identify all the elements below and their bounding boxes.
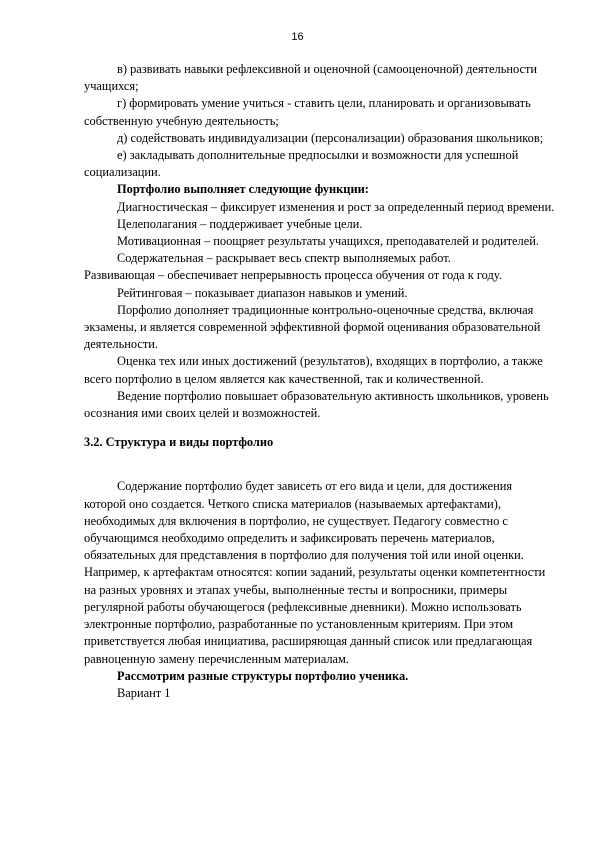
function-content: Содержательная – раскрывает весь спектр выполняемых работ. [117, 251, 451, 266]
structures-heading: Рассмотрим разные структуры портфолио ученика. [117, 668, 409, 683]
goal-paragraph-e: е) закладывать дополнительные предпосылки и возможности для успешной социализации. [84, 148, 519, 180]
spacer [84, 451, 556, 478]
function-motivational: Мотивационная – поощряет результаты учащихся, преподавателей и родителей. [117, 234, 539, 249]
function-developing: Развивающая – обеспечивает непрерывность процесса обучения от года к году. [84, 268, 502, 283]
function-rating: Рейтинговая – показывает диапазон навыков и умений. [117, 285, 408, 300]
section-heading: 3.2. Структура и виды портфолио [84, 435, 274, 450]
page-number: 16 [291, 31, 304, 43]
activity-paragraph: Ведение портфолио повышает образовательную активность школьников, уровень осознания ими своих целей и возможностей. [84, 388, 549, 421]
functions-heading: Портфолио выполняет следующие функции: [117, 182, 369, 197]
page-content [84, 61, 556, 702]
function-diagnostic: Диагностическая – фиксирует изменения и рост за определенный период времени. [117, 199, 555, 214]
function-goal-setting: Целеполагания – поддерживает учебные цели. [117, 216, 363, 231]
goal-paragraph-v: в) развивать навыки рефлексивной и оценочной (самооценочной) деятельности учащихся; [84, 62, 538, 94]
spacer [84, 422, 556, 434]
section-paragraph: Содержание портфолио будет зависеть от его вида и цели, для достижения которой оно создается. Четкого списка материалов (называемых артефактами), необходимых для включения в портфолио, не существует. Педагогу совместно с обучающимся необходимо определить и зафиксировать перечень материалов, обязательных для представления в портфолио для получения той или иной оценки. Например, к артефактам относятся: копии заданий, результаты оценки компетентности на разных уровнях и этапах учебы, выполненные тесты и вопросники, примеры регулярной работы обучающегося (рефлексивные дневники). Можно использовать электронные портфолио, разработанные по установленным критериям. При этом приветствуется любая инициатива, расширяющая данный список или предлагающая равноценную замену перечисленным материалам. [84, 479, 546, 666]
goal-paragraph-g: г) формировать умение учиться - ставить цели, планировать и организовывать собственную учебную деятельность; [84, 96, 531, 128]
portfolio-complements-paragraph: Порфолио дополняет традиционные контрольно-оценочные средства, включая экзамены, и является современной эффективной формой оценивания образовательной деятельности. [84, 302, 541, 352]
assessment-paragraph: Оценка тех или иных достижений (результатов), входящих в портфолио, а также всего портфолио в целом является как качественной, так и количественной. [84, 354, 543, 386]
variant-label: Вариант 1 [117, 685, 171, 700]
goal-paragraph-d: д) содействовать индивидуализации (персонализации) образования школьников; [117, 130, 544, 145]
